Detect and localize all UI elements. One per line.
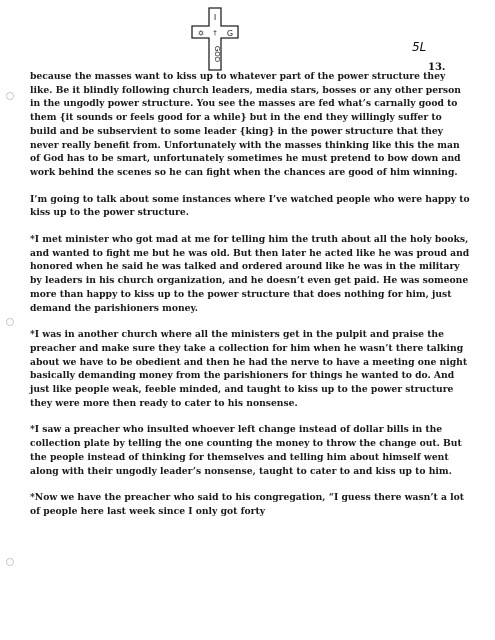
left-star-mark: ✡ [197, 29, 205, 38]
cross-logo-icon [180, 6, 250, 72]
right-g-mark: G [226, 29, 234, 38]
punch-hole [6, 558, 14, 566]
paragraph: *I met minister who got mad at me for telling him the truth about all the holy books, and wanted to fight me but he was old. But then later he acted like he was proud and honored when he said he was talked and ordered around like he was in the military by leaders in his church organization, and he doesn’t even get paid. He was someone more than happy to kiss up to the power structure that does nothing for him, just demand the parishioners money. [30, 234, 470, 314]
paragraph: because the masses want to kiss up to whatever part of the power structure they like. Be it blindly following church leaders, media stars, bosses or any other person in the ungodly power structure. You see the masses are fed what’s carnally good to them {it sounds or feels good for a while} but in the end they willingly suffer to build and be subservient to some leader {king} in the power structure that they never really benefit from. Unfortunately with the masses thinking like this the man of God has to be smart, unfortunately sometimes he must pretend to bow down and work behind the scenes so he can fight when the chances are good of him winning. [30, 71, 461, 178]
paragraph: *I was in another church where all the ministers get in the pulpit and praise the preacher and make sure they take a collection for him when he wasn’t there talking about we have to be obedient and then he had the nerve to have a meeting one night basically demanding money from the parishioners for things he wanted to do. And just like people weak, feeble minded, and taught to kiss up to the power structure they were more then ready to cater to his nonsense. [30, 329, 468, 409]
body-text [30, 70, 470, 532]
paragraph: I’m going to talk about some instances where I’ve watched people who were happy to kiss up to the power structure. [30, 193, 470, 219]
cross-letter-top: I [213, 13, 217, 22]
paragraph: *I saw a preacher who insulted whoever left change instead of dollar bills in the collection plate by telling the one counting the money to throw the change out. But the people instead of thinking for themselves and telling him about himself went along with their ungodly leader’s nonsense, taught to cater to and kiss up to him. [30, 424, 462, 477]
handwritten-page-number: 5L [412, 40, 427, 54]
svg-text:†: † [213, 29, 217, 37]
punch-hole [6, 318, 14, 326]
paragraph: *Now we have the preacher who said to his congregation, “I guess there wasn’t a lot of people here last week since I only got forty [30, 492, 464, 517]
page-number: 13. [428, 62, 446, 73]
cross-letter-god: GOD [213, 45, 221, 63]
punch-hole [6, 92, 14, 100]
